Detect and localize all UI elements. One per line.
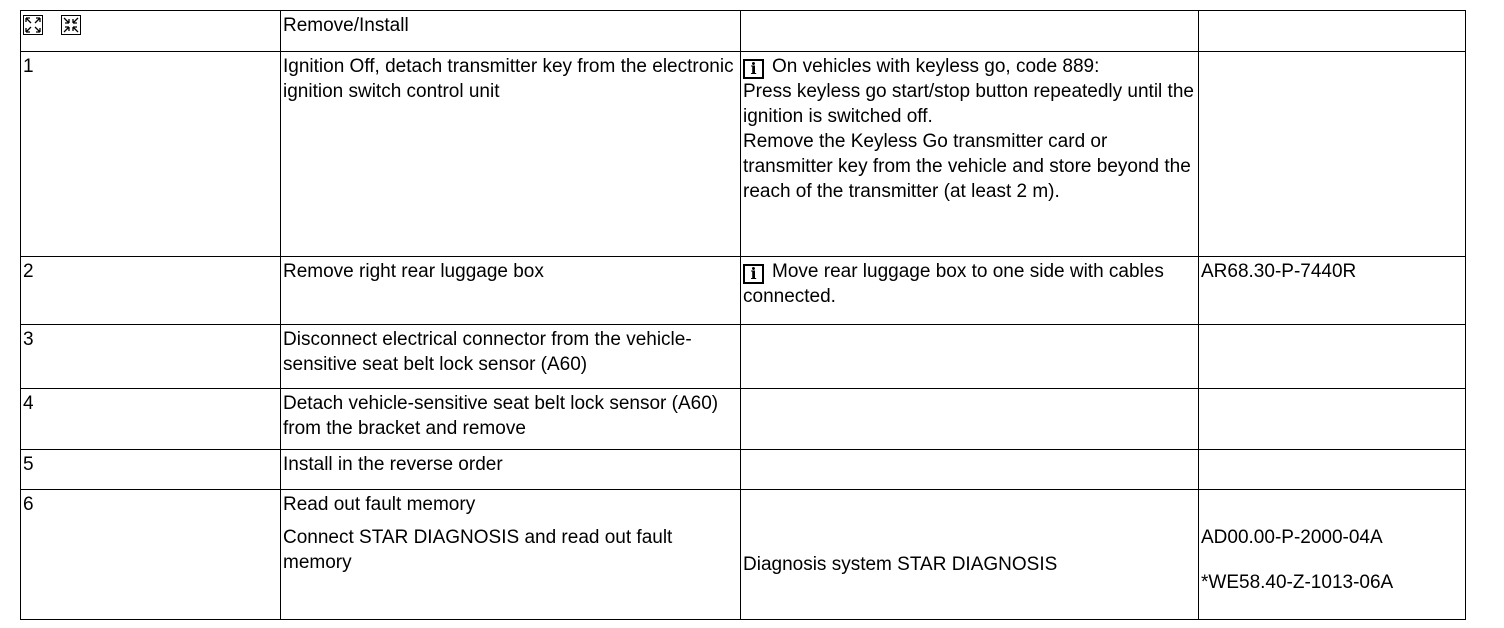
step-number: 4 [21, 389, 281, 450]
header-note-cell [741, 11, 1199, 52]
step-number: 3 [21, 325, 281, 389]
note-text: Press keyless go start/stop button repeatedly until the ignition is switched off. [743, 81, 1194, 127]
step-action: Disconnect electrical connector from the vehicle-sensitive seat belt lock sensor (A60) [281, 325, 741, 389]
note-text: Move rear luggage box to one side with cables connected. [743, 261, 1164, 307]
step-number: 6 [21, 490, 281, 620]
step-reference [1199, 490, 1466, 620]
table-row [21, 490, 1466, 620]
expand-icon[interactable] [23, 15, 43, 35]
step-reference-link[interactable]: AD00.00-P-2000-04A [1201, 527, 1383, 548]
note-text: Remove the Keyless Go transmitter card or transmitter key from the vehicle and store beyond the reach of the transmitter (at least 2 m). [743, 131, 1191, 202]
step-note [741, 389, 1199, 450]
step-action-text: Read out fault memory [283, 494, 476, 515]
step-reference-link[interactable]: *WE58.40-Z-1013-06A [1201, 572, 1394, 593]
step-action [281, 490, 741, 620]
step-action: Install in the reverse order [281, 450, 741, 490]
step-note [741, 490, 1199, 620]
step-note [741, 325, 1199, 389]
step-reference [1199, 450, 1466, 490]
step-reference [1199, 389, 1466, 450]
header-title: Remove/Install [281, 11, 741, 52]
step-note [741, 52, 1199, 257]
step-action: Ignition Off, detach transmitter key from the electronic ignition switch control unit [281, 52, 741, 257]
step-number: 2 [21, 257, 281, 325]
step-number: 1 [21, 52, 281, 257]
note-text: On vehicles with keyless go, code 889: [772, 56, 1100, 77]
step-note [741, 257, 1199, 325]
step-reference-link[interactable]: AR68.30-P-7440R [1199, 257, 1466, 325]
step-action: Remove right rear luggage box [281, 257, 741, 325]
header-ref-cell [1199, 11, 1466, 52]
procedure-table [20, 10, 1466, 620]
step-reference [1199, 52, 1466, 257]
note-text: Diagnosis system STAR DIAGNOSIS [743, 554, 1058, 575]
info-icon: i [743, 264, 764, 284]
table-row [21, 389, 1466, 450]
table-row [21, 450, 1466, 490]
icon-cell [21, 11, 281, 52]
step-action-text: Connect STAR DIAGNOSIS and read out fault memory [283, 527, 673, 573]
step-reference [1199, 325, 1466, 389]
collapse-icon[interactable] [61, 15, 81, 35]
table-header-row [21, 11, 1466, 52]
step-action: Detach vehicle-sensitive seat belt lock sensor (A60) from the bracket and remove [281, 389, 741, 450]
step-note [741, 450, 1199, 490]
table-row [21, 325, 1466, 389]
table-row [21, 257, 1466, 325]
table-row [21, 52, 1466, 257]
step-number: 5 [21, 450, 281, 490]
info-icon: i [743, 59, 764, 79]
